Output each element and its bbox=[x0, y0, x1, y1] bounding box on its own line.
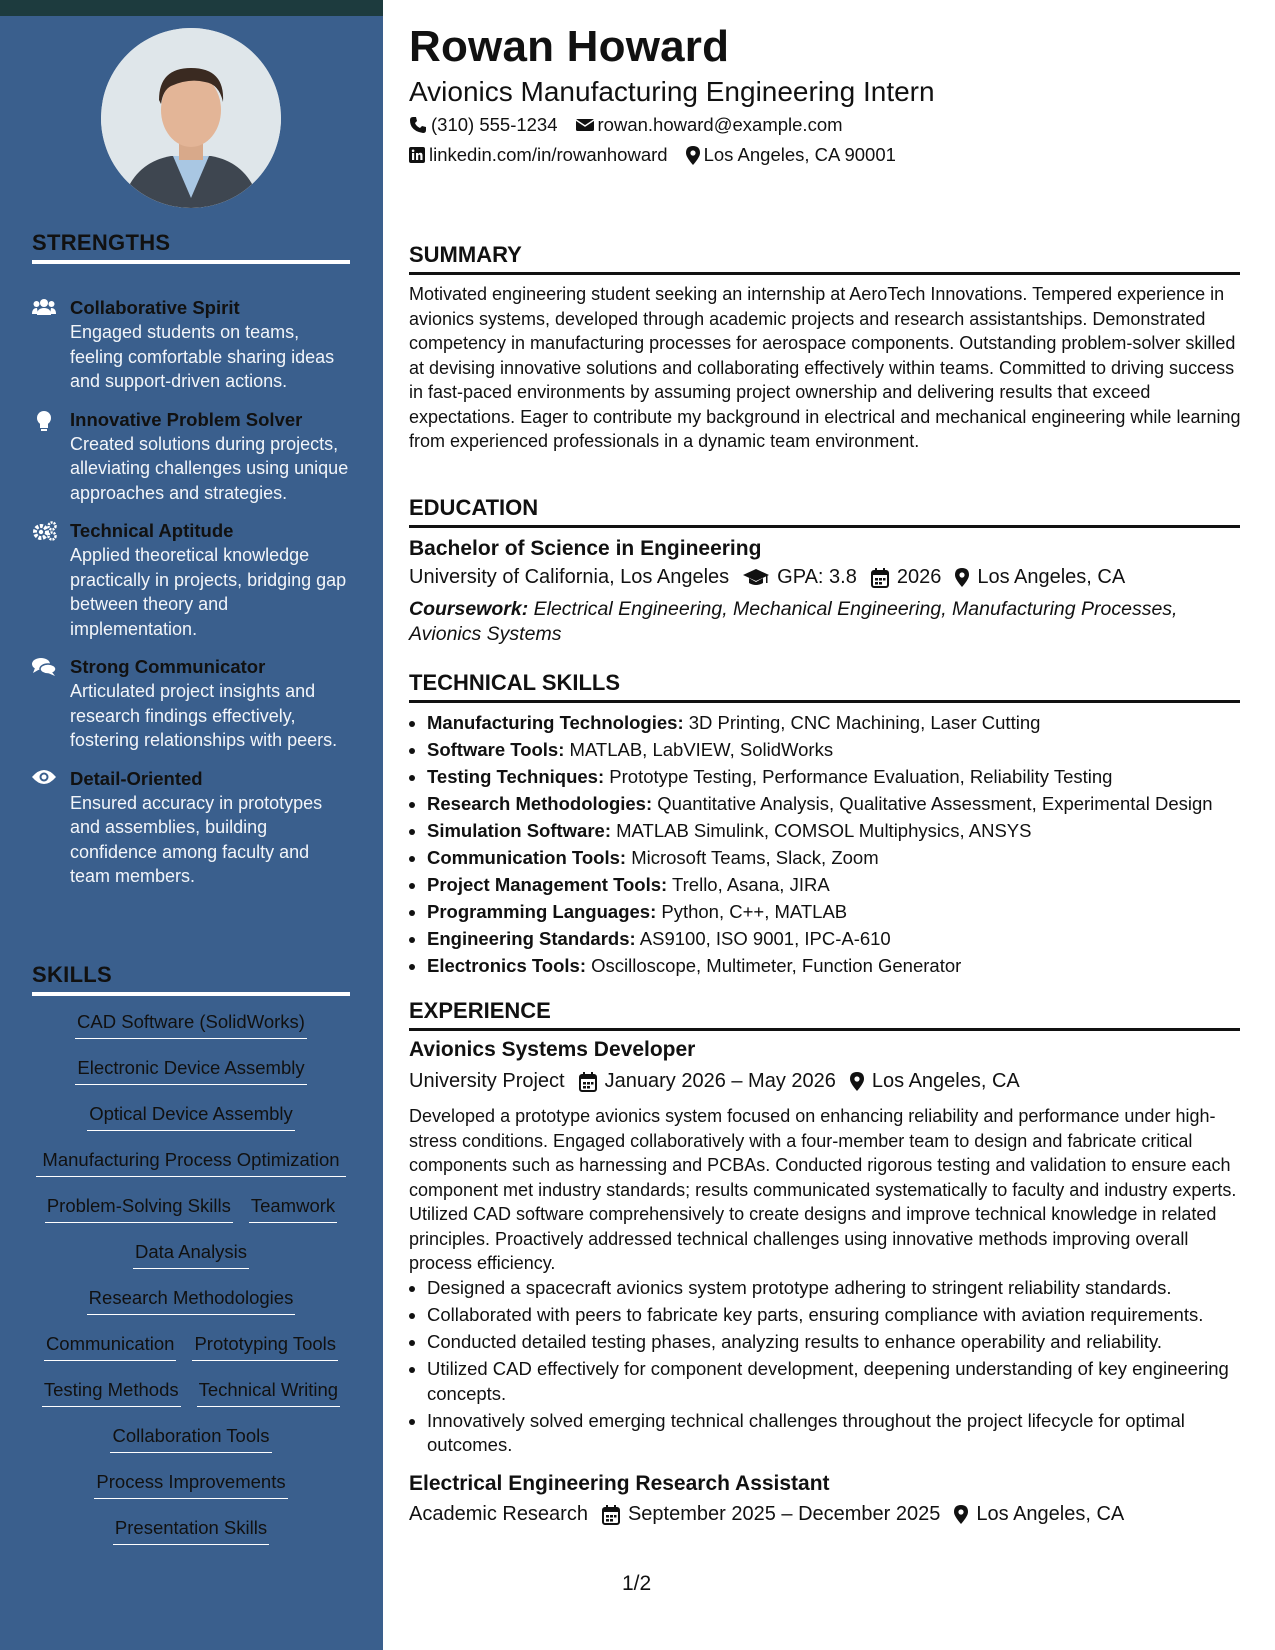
job-meta bbox=[409, 1070, 1034, 1093]
coursework-label: Coursework: bbox=[409, 598, 529, 620]
strength-description: Applied theoretical knowledge practically in projects, bridging gap between theory and implementation. bbox=[70, 545, 347, 639]
job-title: Electrical Engineering Research Assistant bbox=[409, 1472, 830, 1495]
strength-title: Innovative Problem Solver bbox=[70, 408, 303, 430]
skill-values: MATLAB, LabVIEW, SolidWorks bbox=[569, 739, 834, 760]
skill-category: Project Management Tools: bbox=[427, 874, 668, 895]
skill-category: Software Tools: bbox=[427, 739, 565, 760]
list-item bbox=[427, 925, 1259, 952]
list-item: • Innovatively solved emerging technical challenges throughout the project lifecycle for optimal outcomes. bbox=[427, 1409, 1259, 1458]
strength-item bbox=[32, 655, 352, 753]
contact-row-2 bbox=[409, 144, 914, 166]
profile-photo bbox=[101, 28, 281, 208]
skill-chip: Manufacturing Process Optimization bbox=[36, 1148, 346, 1177]
strength-description: Articulated project insights and research findings effectively, fostering relationships with peers. bbox=[70, 681, 338, 750]
map-pin-icon bbox=[955, 568, 969, 587]
gears-icon bbox=[32, 519, 70, 641]
strength-item bbox=[32, 408, 352, 506]
technical-skills-list bbox=[409, 709, 1259, 979]
skill-category: Engineering Standards: bbox=[427, 928, 636, 949]
skill-category: Testing Techniques: bbox=[427, 766, 605, 787]
eye-icon bbox=[32, 767, 70, 889]
experience-heading: EXPERIENCE bbox=[409, 998, 1240, 1031]
job-bullets bbox=[409, 1276, 1259, 1460]
strength-description: Ensured accuracy in prototypes and assemblies, building confidence among faculty and team members. bbox=[70, 792, 323, 886]
skill-chip: Communication bbox=[44, 1332, 177, 1361]
skill-category: Electronics Tools: bbox=[427, 955, 586, 976]
job-org bbox=[409, 1070, 565, 1093]
skill-chip: Process Improvements bbox=[94, 1470, 287, 1499]
skill-values: Prototype Testing, Performance Evaluation, Reliability Testing bbox=[609, 766, 1113, 787]
job-org bbox=[409, 1503, 588, 1526]
job-org-text: University Project bbox=[409, 1070, 565, 1092]
job-location-text: Los Angeles, CA bbox=[976, 1503, 1125, 1525]
job-dates bbox=[579, 1070, 836, 1093]
strengths-list bbox=[32, 296, 352, 903]
list-item bbox=[427, 952, 1259, 979]
list-item: • Collaborated with peers to fabricate key parts, ensuring compliance with aviation requirements. bbox=[427, 1303, 1259, 1328]
skill-values: Microsoft Teams, Slack, Zoom bbox=[631, 847, 879, 868]
lightbulb-icon bbox=[32, 408, 70, 506]
skill-values: Trello, Asana, JIRA bbox=[672, 874, 830, 895]
education-location bbox=[955, 566, 1125, 589]
job-meta bbox=[409, 1503, 1138, 1526]
page-number: 1/2 bbox=[622, 1572, 652, 1595]
envelope-icon bbox=[576, 118, 594, 132]
email-text: rowan.howard@example.com bbox=[597, 114, 843, 135]
job-location bbox=[954, 1503, 1124, 1526]
job-description: Developed a prototype avionics system focused on enhancing reliability and performance under high-stress conditions. Engaged collaboratively with a four-member team to design and fabricate critical components such as harnessing and PCBAs. Conducted rigorous testing and validation to ensure each component met industry standards; results communicated systematically to faculty and industry experts. Utilized CAD software comprehensively to create designs and improve technical knowledge in related principles. Proactively addressed technical challenges using innovative methods improving overall process efficiency. bbox=[409, 1106, 1237, 1273]
strengths-heading: STRENGTHS bbox=[32, 230, 350, 264]
contact-email[interactable] bbox=[576, 114, 843, 136]
skill-chip: Technical Writing bbox=[197, 1378, 341, 1407]
technical-skills-heading: TECHNICAL SKILLS bbox=[409, 670, 1240, 703]
calendar-icon bbox=[579, 1072, 597, 1092]
skill-chip: CAD Software (SolidWorks) bbox=[75, 1010, 307, 1039]
skill-values: Oscilloscope, Multimeter, Function Generator bbox=[591, 955, 962, 976]
strength-description: Engaged students on teams, feeling comfortable sharing ideas and support-driven actions. bbox=[70, 322, 335, 391]
skill-values: Python, C++, MATLAB bbox=[661, 901, 848, 922]
education-location-text: Los Angeles, CA bbox=[977, 566, 1126, 588]
map-pin-icon bbox=[954, 1505, 968, 1524]
coursework-text: Electrical Engineering, Mechanical Engineering, Manufacturing Processes, Avionics Systems bbox=[409, 598, 1178, 645]
job-location bbox=[850, 1070, 1020, 1093]
skill-category: Simulation Software: bbox=[427, 820, 611, 841]
skill-chip: Electronic Device Assembly bbox=[75, 1056, 306, 1085]
list-item: • Utilized CAD effectively for component development, deepening understanding of key engineering concepts. bbox=[427, 1357, 1259, 1406]
skill-chip: Presentation Skills bbox=[113, 1516, 269, 1545]
linkedin-text: linkedin.com/in/rowanhoward bbox=[429, 144, 668, 165]
skill-category: Manufacturing Technologies: bbox=[427, 712, 684, 733]
strength-item bbox=[32, 296, 352, 394]
skill-chip: Problem-Solving Skills bbox=[45, 1194, 233, 1223]
list-item bbox=[427, 817, 1259, 844]
profile-photo-illustration bbox=[101, 28, 281, 208]
strength-item bbox=[32, 519, 352, 641]
skill-category: Communication Tools: bbox=[427, 847, 627, 868]
map-pin-icon bbox=[850, 1072, 864, 1091]
job-dates-text: January 2026 – May 2026 bbox=[604, 1070, 836, 1092]
calendar-icon bbox=[871, 568, 889, 588]
job-org-text: Academic Research bbox=[409, 1503, 588, 1525]
map-pin-icon bbox=[686, 146, 700, 165]
calendar-icon bbox=[602, 1505, 620, 1525]
school-name bbox=[409, 566, 729, 589]
coursework bbox=[409, 597, 1241, 646]
strength-item bbox=[32, 767, 352, 889]
candidate-name: Rowan Howard bbox=[409, 22, 730, 71]
contact-location bbox=[686, 144, 896, 166]
gpa-text: GPA: 3.8 bbox=[777, 566, 857, 588]
list-item bbox=[427, 790, 1259, 817]
school-text: University of California, Los Angeles bbox=[409, 566, 730, 588]
skill-values: AS9100, ISO 9001, IPC-A-610 bbox=[639, 928, 891, 949]
strength-title: Strong Communicator bbox=[70, 656, 266, 677]
strength-title: Technical Aptitude bbox=[70, 520, 234, 541]
location-text: Los Angeles, CA 90001 bbox=[703, 144, 896, 165]
candidate-title: Avionics Manufacturing Engineering Intern bbox=[409, 76, 935, 107]
phone-text: (310) 555-1234 bbox=[431, 114, 558, 135]
list-item bbox=[427, 709, 1259, 736]
phone-icon bbox=[409, 116, 427, 134]
graduation-year bbox=[871, 566, 942, 589]
job-location-text: Los Angeles, CA bbox=[871, 1070, 1020, 1092]
strength-title: Detail-Oriented bbox=[70, 767, 203, 789]
graduation-cap-icon bbox=[743, 569, 769, 587]
skill-chip: Research Methodologies bbox=[87, 1286, 296, 1315]
linkedin-icon bbox=[409, 147, 425, 163]
list-item: • Conducted detailed testing phases, analyzing results to enhance operability and reliability. bbox=[427, 1330, 1259, 1355]
skill-category: Programming Languages: bbox=[427, 901, 657, 922]
skill-chip: Optical Device Assembly bbox=[87, 1102, 295, 1131]
list-item: • Designed a spacecraft avionics system prototype adhering to stringent reliability standards. bbox=[427, 1276, 1259, 1301]
skill-category: Research Methodologies: bbox=[427, 793, 653, 814]
list-item bbox=[427, 844, 1259, 871]
education-heading: EDUCATION bbox=[409, 495, 1240, 528]
skill-values: Quantitative Analysis, Qualitative Assessment, Experimental Design bbox=[657, 793, 1213, 814]
degree-title: Bachelor of Science in Engineering bbox=[409, 537, 762, 560]
skills-list bbox=[32, 1010, 350, 1545]
users-icon bbox=[32, 296, 70, 394]
summary-text: Motivated engineering student seeking an internship at AeroTech Innovations. Tempered experience in avionics systems, developed through academic projects and research assistantships. Demonstrated competency in manufacturing processes for aerospace components. Outstanding problem-solver skilled at devising innovative solutions and collaborating effectively within teams. Committed to driving success in fast-paced environments by assuming project ownership and delivering results that exceed expectations. Eager to contribute my background in electrical and mechanical engineering while learning from experienced professionals in a dynamic team environment. bbox=[409, 284, 1241, 451]
gpa bbox=[743, 566, 857, 589]
list-item bbox=[427, 898, 1259, 925]
year-text: 2026 bbox=[896, 566, 942, 588]
education-meta bbox=[409, 566, 1139, 589]
list-item bbox=[427, 763, 1259, 790]
skill-values: 3D Printing, CNC Machining, Laser Cutting bbox=[688, 712, 1041, 733]
job-dates bbox=[602, 1503, 940, 1526]
skill-chip: Data Analysis bbox=[133, 1240, 249, 1269]
sidebar-top-bar bbox=[0, 0, 383, 16]
contact-row-1 bbox=[409, 114, 861, 136]
contact-phone bbox=[409, 114, 558, 136]
skills-heading: SKILLS bbox=[32, 962, 350, 996]
contact-linkedin[interactable] bbox=[409, 144, 668, 166]
list-item bbox=[427, 871, 1259, 898]
job-dates-text: September 2025 – December 2025 bbox=[627, 1503, 941, 1525]
skill-chip: Collaboration Tools bbox=[110, 1424, 271, 1453]
skill-chip: Teamwork bbox=[249, 1194, 337, 1223]
skill-chip: Testing Methods bbox=[42, 1378, 181, 1407]
summary-heading: SUMMARY bbox=[409, 242, 1240, 275]
skill-values: MATLAB Simulink, COMSOL Multiphysics, ANSYS bbox=[616, 820, 1032, 841]
skill-chip: Prototyping Tools bbox=[192, 1332, 338, 1361]
list-item bbox=[427, 736, 1259, 763]
strength-description: Created solutions during projects, alleviating challenges using unique approaches and strategies. bbox=[70, 433, 349, 503]
job-title: Avionics Systems Developer bbox=[409, 1038, 696, 1061]
strength-title: Collaborative Spirit bbox=[70, 297, 240, 318]
comments-icon bbox=[32, 655, 70, 753]
